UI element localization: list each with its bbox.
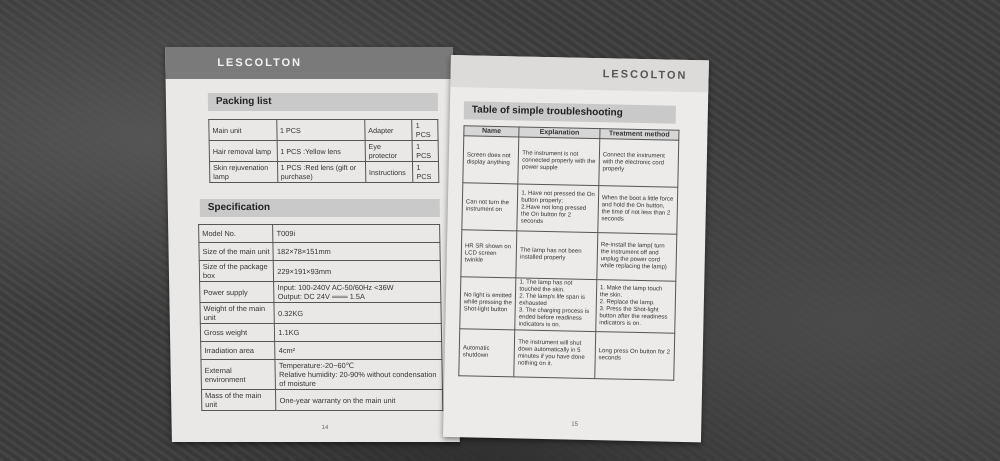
spec-cell: T009i (273, 225, 440, 243)
page-number-left: 14 (321, 425, 329, 432)
packing-cell: 1 PCS :Yellow lens (277, 141, 366, 162)
packing-cell: Skin rejuvenation lamp (209, 162, 277, 183)
troubleshooting-table (458, 125, 679, 380)
table-row (200, 303, 441, 324)
table-row (459, 329, 675, 380)
brand-logo-right: LESCOLTON (602, 68, 688, 82)
table-row (209, 120, 438, 141)
spec-cell: One-year warranty on the main unit (276, 390, 443, 411)
table-row (199, 225, 440, 243)
packing-cell: Adapter (365, 120, 413, 141)
spec-cell: Power supply (200, 282, 275, 303)
packing-cell: 1 PCS (413, 162, 439, 183)
left-header-band (165, 47, 454, 79)
troubleshooting-title: Table of simple troubleshooting (464, 101, 676, 123)
table-row (199, 261, 440, 282)
table-row (209, 162, 438, 183)
spec-cell: Input: 100-240V AC-50/60Hz <36W Output: DC 24V ═══ 1.5A (274, 282, 441, 303)
spec-cell: External environment (201, 360, 276, 390)
table-row (201, 390, 442, 411)
spec-cell: Size of the package box (199, 261, 274, 282)
specification-title: Specification (200, 199, 440, 217)
packing-table (208, 119, 439, 183)
spec-cell: Temperature:-20~60℃ Relative humidity: 20-90% without condensation of moisture (275, 360, 442, 390)
troubleshooting-cell: Connect the instrument with the electronic cord properly (599, 139, 679, 188)
troubleshooting-cell: The lamp has not been installed properly (516, 231, 598, 280)
spec-cell: Model No. (199, 225, 274, 243)
spec-cell: Weight of the main unit (200, 303, 275, 324)
column-header: Explanation (519, 127, 600, 139)
packing-cell: Main unit (209, 120, 277, 141)
table-row (461, 230, 677, 281)
troubleshooting-cell: Screen does not display anything (463, 136, 519, 184)
spec-cell: 4cm² (275, 342, 442, 360)
spec-cell: Gross weight (200, 324, 275, 342)
packing-cell: 1 PCS (412, 120, 438, 141)
spec-cell: 0.32KG (274, 303, 441, 324)
troubleshooting-cell: 1. The lamp has not touched the skin. 2. The lamp's life span is exhausted 3. The charging process is ended before readiness indicators is on. (515, 278, 597, 332)
spec-cell: Mass of the main unit (201, 390, 276, 411)
left-page (165, 47, 460, 442)
troubleshooting-cell: 1. Have not pressed the On button properly; 2.Have not long pressed the On button for 2 seconds (517, 184, 599, 233)
troubleshooting-cell: The instrument is not connected properly with the power supple (518, 137, 600, 186)
spec-cell: 229×191×93mm (274, 261, 441, 282)
table-row (460, 277, 676, 333)
packing-cell: Eye protector (365, 141, 413, 162)
specification-table (198, 224, 443, 411)
table-row (200, 282, 441, 303)
table-row (462, 183, 678, 234)
column-header: Treatment method (600, 129, 679, 141)
table-row (209, 141, 438, 162)
packing-cell: 1 PCS :Red lens (gift or purchase) (277, 162, 366, 183)
troubleshooting-cell: Re-install the lamp( turn the instrument off and unplug the power cord while replacing the lamp) (597, 233, 677, 282)
packing-list-title: Packing list (208, 93, 438, 111)
troubleshooting-cell: 1. Make the lamp touch the skin. 2. Replace the lamp. 3. Press the Shot-light button after the readiness indicators is on. (596, 280, 676, 334)
table-row (463, 136, 679, 187)
packing-cell: Hair removal lamp (209, 141, 277, 162)
spec-cell: 182×78×151mm (273, 243, 440, 261)
table-row (201, 342, 442, 360)
table-row (199, 243, 440, 261)
troubleshooting-cell: Can not turn the instrument on (462, 183, 518, 231)
packing-cell: 1 PCS (412, 141, 438, 162)
spec-cell: Size of the main unit (199, 243, 274, 261)
troubleshooting-cell: When the boot a little force and hold the On button, the time of not less than 2 seconds (598, 186, 678, 235)
page-number-right: 15 (571, 421, 579, 428)
troubleshooting-cell: No light is emitted while pressing the Shot-light button (460, 277, 516, 330)
table-row (200, 324, 441, 342)
packing-cell: Instructions (365, 162, 413, 183)
table-row (201, 360, 442, 390)
spec-cell: 1.1KG (275, 324, 442, 342)
troubleshooting-cell: HR SR shown on LCD screen twinkle (461, 230, 517, 278)
right-header-band (450, 55, 709, 92)
troubleshooting-cell: The instrument will shut down automatically in 5 minutes if you have done nothing on it. (514, 330, 596, 379)
packing-cell: 1 PCS (276, 120, 365, 141)
troubleshooting-cell: Automatic shutdown (459, 329, 515, 377)
brand-logo: LESCOLTON (217, 57, 303, 70)
right-page (443, 55, 709, 442)
troubleshooting-cell: Long press On button for 2 seconds (595, 332, 675, 381)
column-header: Name (464, 126, 519, 137)
spec-cell: Irradiation area (201, 342, 276, 360)
